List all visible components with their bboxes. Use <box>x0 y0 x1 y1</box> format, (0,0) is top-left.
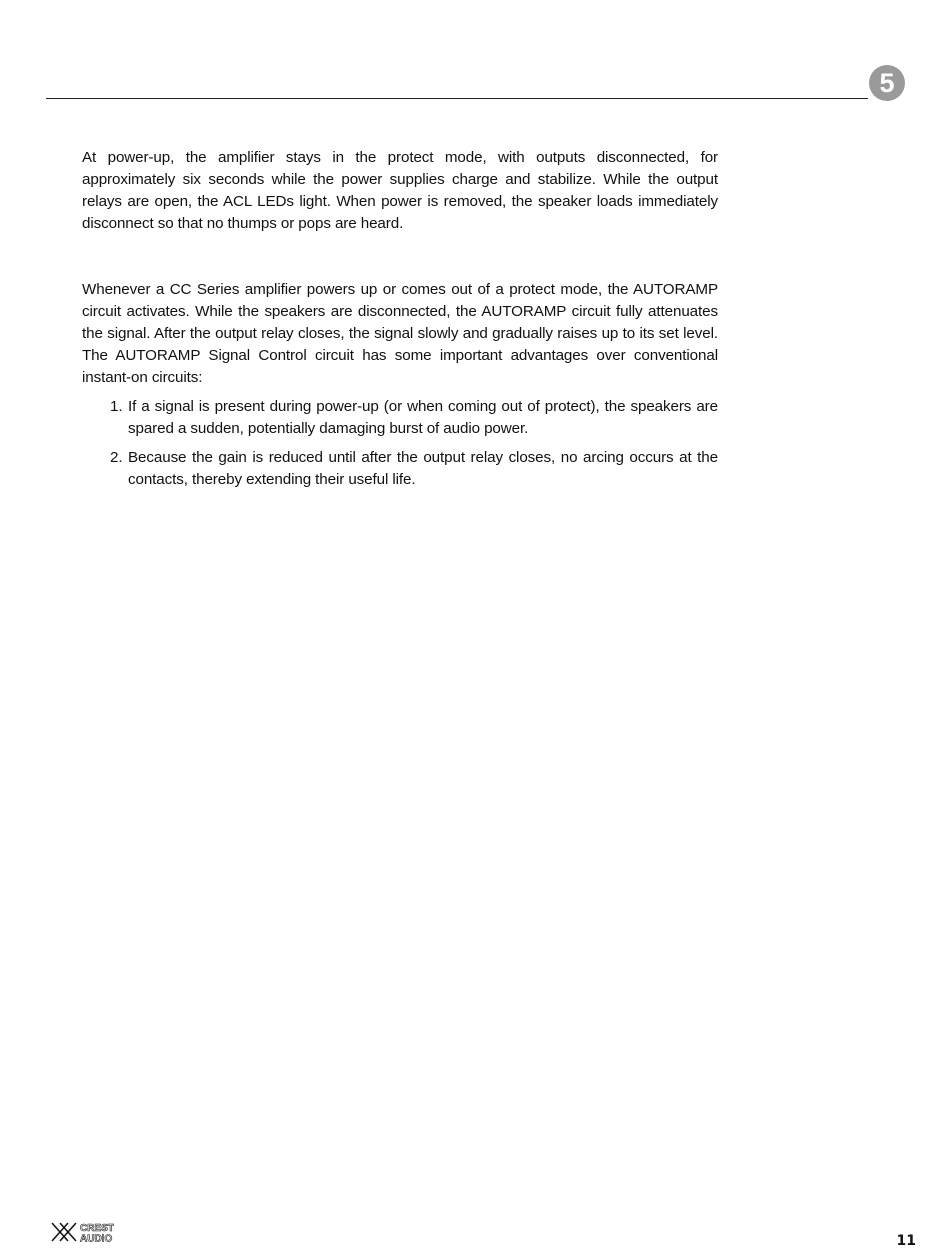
chapter-number-badge: 5 <box>869 65 905 101</box>
header-rule <box>46 98 868 99</box>
list-item-number: 2. <box>110 448 123 466</box>
logo-text-crest: CREST <box>80 1223 114 1234</box>
logo-text-audio: AUDIO <box>80 1233 113 1243</box>
list-item <box>110 396 718 440</box>
crest-audio-logo <box>50 1221 136 1243</box>
page-number: 11 <box>896 1233 916 1249</box>
list-item-number: 1. <box>110 398 123 415</box>
list-item-text: Because the gain is reduced until after the output relay closes, no arcing occurs at the contacts, thereby extending their useful life. <box>128 448 718 488</box>
body-paragraph-power-up: At power-up, the amplifier stays in the protect mode, with outputs disconnected, for approximately six seconds while the power supplies charge and stabilize. While the output relays are open, the ACL LEDs light. When power is removed, the speaker loads immediately disconnect so that no thumps or pops are heard. <box>82 149 718 232</box>
list-item-text: If a signal is present during power-up (or when coming out of protect), the speakers are spared a sudden, potentially damaging burst of audio power. <box>128 398 718 437</box>
list-item <box>110 447 718 491</box>
advantages-list <box>110 396 718 498</box>
body-paragraph-autoramp: Whenever a CC Series amplifier powers up or comes out of a protect mode, the AUTORAMP circuit activates. While the speakers are disconnected, the AUTORAMP circuit fully attenuates the signal. After the output relay closes, the signal slowly and gradually raises up to its set level. The AUTORAMP Signal Control circuit has some important advantages over conventional instant-on circuits: <box>82 281 718 386</box>
